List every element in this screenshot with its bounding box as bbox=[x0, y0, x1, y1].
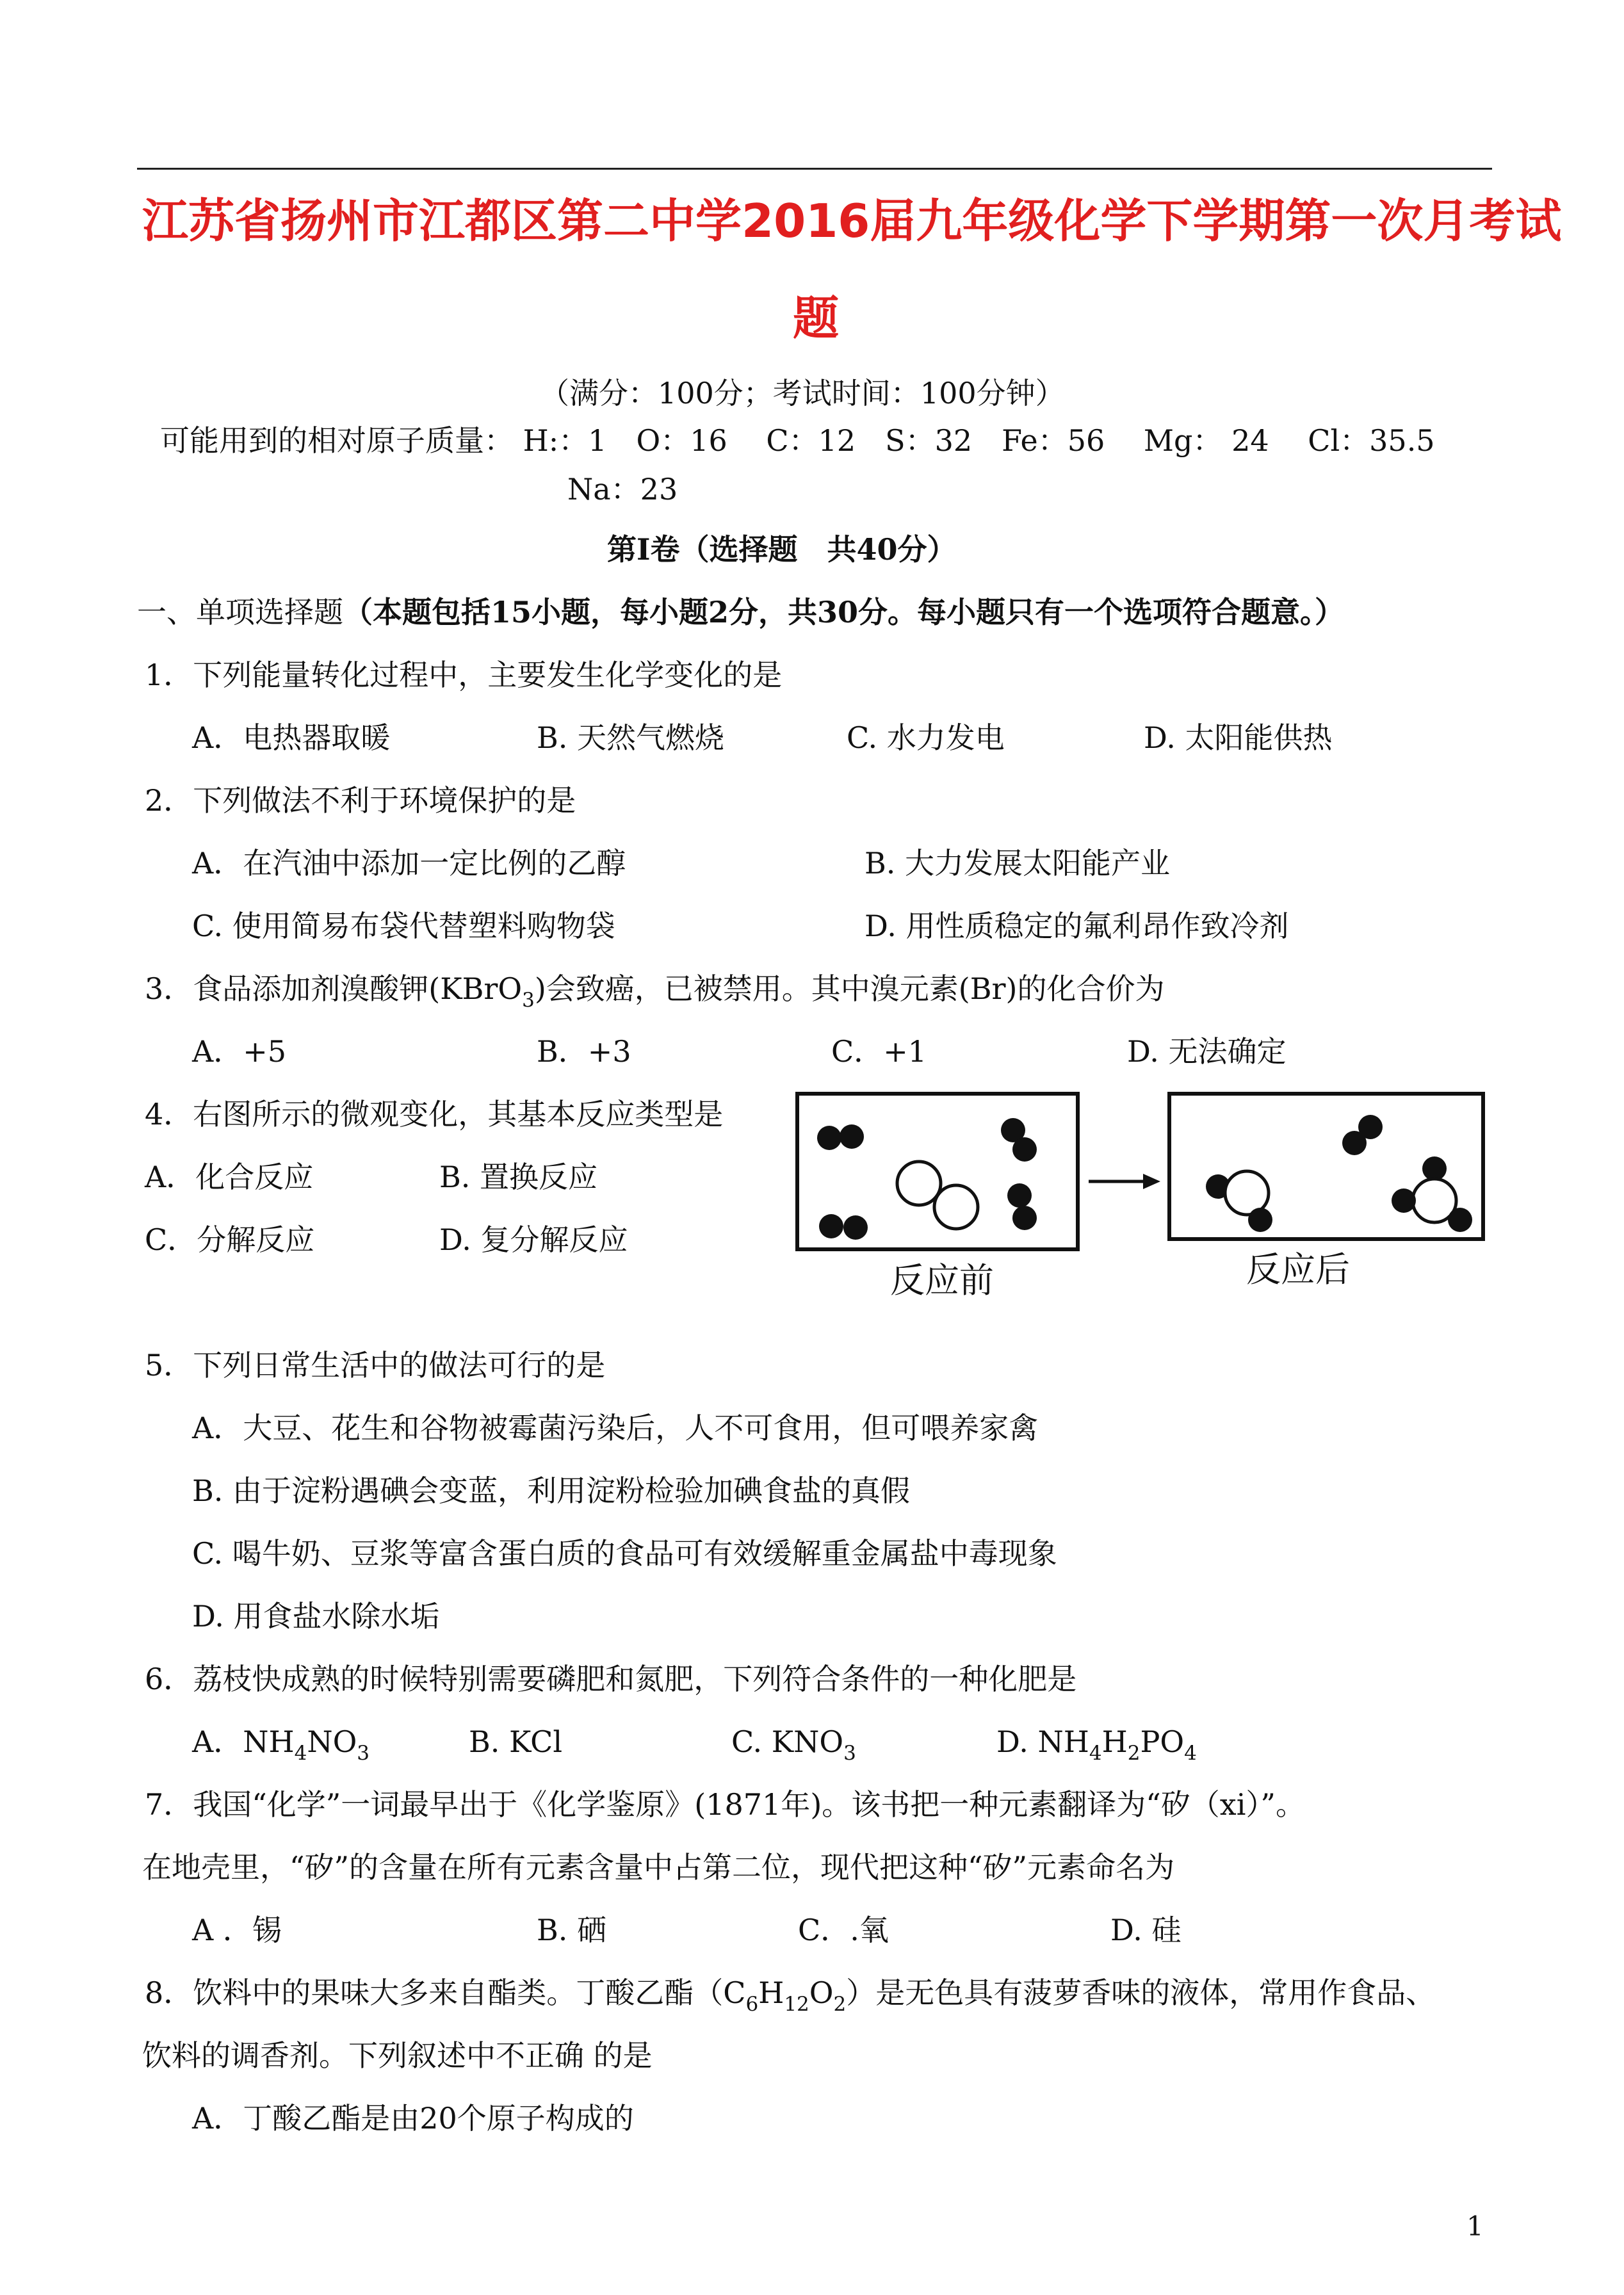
q8-stem-mid1: H bbox=[758, 1975, 784, 2010]
q6-d-mid2: PO bbox=[1140, 1724, 1185, 1759]
atom-white bbox=[934, 1185, 978, 1229]
atomic-masses-line1: 可能用到的相对原子质量： H:：1 O：16 C：12 S：32 Fe：56 Mg： 24 Cl：35.5 bbox=[160, 423, 1435, 458]
q1-option-b: B. 天然气燃烧 bbox=[537, 720, 725, 755]
atom-black bbox=[1012, 1137, 1037, 1162]
q2-option-b: B. 大力发展太阳能产业 bbox=[865, 846, 1171, 880]
q6-d-pre: D. NH bbox=[996, 1724, 1089, 1759]
atomic-masses-line2: Na：23 bbox=[567, 472, 678, 507]
q1-option-d: D. 太阳能供热 bbox=[1144, 720, 1333, 755]
exam-info: （满分：100分；考试时间：100分钟） bbox=[540, 376, 1065, 410]
q6-option-a bbox=[192, 1724, 369, 1764]
q6-d-sub2: 2 bbox=[1127, 1742, 1141, 1765]
q8-stem-mid2: O bbox=[809, 1975, 834, 2010]
q4-stem: 4．右图所示的微观变化，其基本反应类型是 bbox=[145, 1097, 724, 1131]
atom-black bbox=[840, 1124, 864, 1149]
document-title-line1: 江苏省扬州市江都区第二中学2016届九年级化学下学期第一次月考试 bbox=[142, 194, 1562, 248]
q3-stem-pre: 3．食品添加剂溴酸钾(KBrO bbox=[145, 971, 523, 1006]
atom-black bbox=[843, 1215, 868, 1240]
q3-option-a: A．+5 bbox=[192, 1034, 287, 1069]
atom-white bbox=[897, 1162, 941, 1205]
reaction-diagram-svg bbox=[794, 1092, 1487, 1303]
q6-c-pre: C. KNO bbox=[731, 1724, 844, 1759]
q4-option-b: B. 置换反应 bbox=[439, 1160, 598, 1194]
q6-d-mid1: H bbox=[1101, 1724, 1128, 1759]
atom-black bbox=[1448, 1208, 1472, 1232]
q8-stem-sub2: 12 bbox=[784, 1993, 809, 2016]
q8-stem-line1 bbox=[145, 1975, 1435, 2015]
q8-stem-line2: 饮料的调香剂。下列叙述中不正确 的是 bbox=[142, 2038, 653, 2073]
q6-c-sub: 3 bbox=[843, 1742, 856, 1765]
q4-option-d: D. 复分解反应 bbox=[439, 1222, 628, 1257]
q6-option-b: B. KCl bbox=[469, 1724, 563, 1759]
q5-option-a: A．大豆、花生和谷物被霉菌污染后，人不可食用，但可喂养家禽 bbox=[192, 1411, 1039, 1445]
q7-option-a: A ．锡 bbox=[192, 1913, 282, 1947]
q8-stem-sub3: 2 bbox=[833, 1993, 847, 2016]
q3-option-c: C．+1 bbox=[831, 1034, 927, 1069]
q2-option-d: D. 用性质稳定的氟利昂作致冷剂 bbox=[865, 909, 1289, 943]
q6-a-sub2: 3 bbox=[357, 1742, 370, 1765]
part1-label: 一、单项选择题 bbox=[137, 595, 343, 629]
q6-a-pre: A．NH bbox=[192, 1724, 295, 1759]
q8-stem-pre: 8．饮料中的果味大多来自酯类。丁酸乙酯（C bbox=[145, 1975, 746, 2010]
q4-option-c: C．分解反应 bbox=[145, 1222, 315, 1257]
atom-black bbox=[1007, 1183, 1032, 1208]
page-number: 1 bbox=[1466, 2210, 1484, 2242]
q6-a-mid: NO bbox=[307, 1724, 357, 1759]
atom-black bbox=[1248, 1208, 1272, 1232]
reaction-diagram bbox=[794, 1092, 1487, 1303]
part1-header bbox=[137, 594, 1344, 630]
q3-option-b: B．+3 bbox=[537, 1034, 631, 1069]
section-title: 第Ⅰ卷（选择题 共40分） bbox=[607, 532, 957, 567]
q3-option-d: D. 无法确定 bbox=[1127, 1034, 1287, 1069]
q7-option-b: B. 硒 bbox=[537, 1913, 607, 1947]
q1-stem: 1．下列能量转化过程中，主要发生化学变化的是 bbox=[145, 658, 783, 692]
q8-option-a: A．丁酸乙酯是由20个原子构成的 bbox=[192, 2101, 634, 2136]
q6-option-c bbox=[731, 1724, 856, 1764]
q4-option-a: A．化合反应 bbox=[145, 1160, 314, 1194]
atom-black bbox=[1358, 1115, 1383, 1139]
after-label: 反应后 bbox=[1246, 1249, 1350, 1290]
q2-option-a: A．在汽油中添加一定比例的乙醇 bbox=[192, 846, 626, 880]
q5-stem: 5．下列日常生活中的做法可行的是 bbox=[145, 1348, 606, 1383]
top-rule bbox=[137, 168, 1492, 170]
q6-option-d bbox=[996, 1724, 1197, 1764]
q5-option-c: C. 喝牛奶、豆浆等富含蛋白质的食品可有效缓解重金属盐中毒现象 bbox=[192, 1536, 1057, 1571]
q3-stem-post: )会致癌，已被禁用。其中溴元素(Br)的化合价为 bbox=[534, 971, 1165, 1006]
atom-black bbox=[1012, 1206, 1037, 1230]
q1-option-a: A．电热器取暖 bbox=[192, 720, 391, 755]
q6-a-sub1: 4 bbox=[294, 1742, 307, 1765]
q5-option-b: B. 由于淀粉遇碘会变蓝，利用淀粉检验加碘食盐的真假 bbox=[192, 1473, 911, 1508]
q8-stem-sub1: 6 bbox=[745, 1993, 759, 2016]
atom-black bbox=[1422, 1156, 1447, 1181]
q2-option-c: C. 使用简易布袋代替塑料购物袋 bbox=[192, 909, 615, 943]
document-title-line2: 题 bbox=[793, 291, 840, 345]
q6-d-sub3: 4 bbox=[1184, 1742, 1197, 1765]
q7-stem-line2: 在地壳里，“矽”的含量在所有元素含量中占第二位，现代把这种“矽”元素命名为 bbox=[142, 1850, 1175, 1885]
atom-black bbox=[817, 1126, 841, 1150]
before-label: 反应前 bbox=[890, 1260, 994, 1301]
q2-stem: 2．下列做法不利于环境保护的是 bbox=[145, 783, 576, 818]
part1-note: （本题包括15小题，每小题2分，共30分。每小题只有一个选项符合题意。） bbox=[343, 595, 1345, 629]
q7-option-c: C．.氧 bbox=[798, 1913, 889, 1947]
q7-option-d: D. 硅 bbox=[1110, 1913, 1181, 1947]
q6-stem: 6．荔枝快成熟的时候特别需要磷肥和氮肥，下列符合条件的一种化肥是 bbox=[145, 1662, 1077, 1696]
atom-black bbox=[819, 1214, 843, 1238]
q3-stem bbox=[145, 971, 1164, 1010]
q6-d-sub1: 4 bbox=[1089, 1742, 1102, 1765]
q3-stem-sub: 3 bbox=[522, 989, 535, 1012]
atom-black bbox=[1392, 1188, 1416, 1213]
q5-option-d: D. 用食盐水除水垢 bbox=[192, 1599, 440, 1634]
arrow-head-icon bbox=[1143, 1174, 1160, 1189]
q7-stem-line1: 7．我国“化学”一词最早出于《化学鉴原》(1871年)。该书把一种元素翻译为“矽（xi）”。 bbox=[145, 1787, 1305, 1822]
q8-stem-post: ）是无色具有菠萝香味的液体，常用作食品、 bbox=[846, 1975, 1436, 2010]
q1-option-c: C. 水力发电 bbox=[847, 720, 1005, 755]
